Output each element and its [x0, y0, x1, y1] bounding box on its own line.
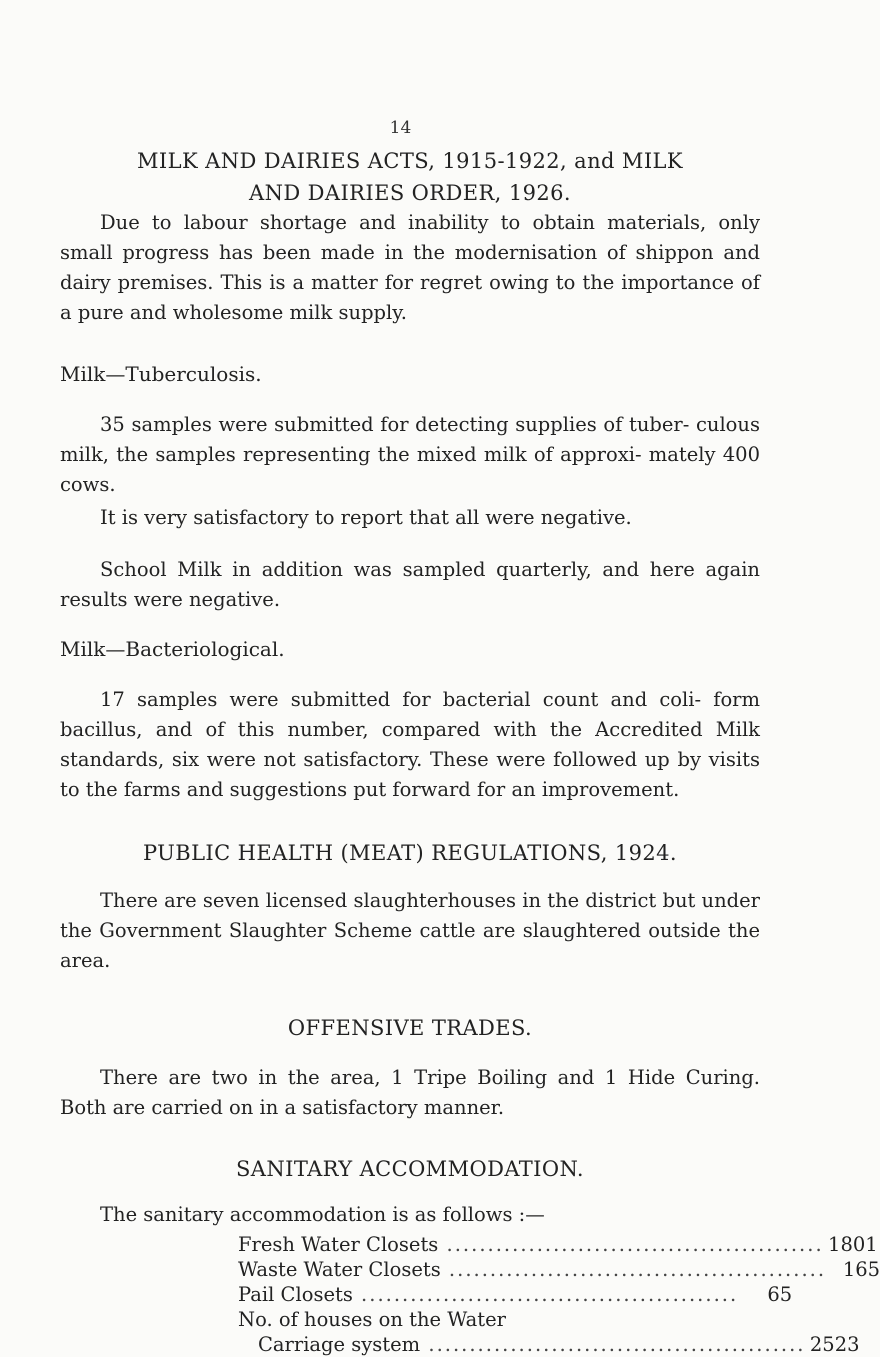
tuberculosis-paragraph-1: 35 samples were submitted for detecting supplies of tuber- culous milk, the samples representing the mixed milk of approxi- mately 400 cows.: [60, 413, 760, 496]
stat-value: 1801: [828, 1233, 878, 1256]
offensive-trades-paragraph: There are two in the area, 1 Tripe Boiling and 1 Hide Curing. Both are carried on in a satisfactory manner.: [60, 1066, 760, 1119]
meat-regulations-paragraph: There are seven licensed slaughterhouses in the district but under the Government Slaughter Scheme cattle are slaughtered outside the area.: [60, 889, 760, 972]
milk-dairies-heading-line1: MILK AND DAIRIES ACTS, 1915-1922, and MILK: [137, 149, 683, 173]
stat-row: [238, 1232, 878, 1257]
stat-label: Fresh Water Closets: [238, 1233, 439, 1256]
sanitary-accommodation-heading: SANITARY ACCOMMODATION.: [236, 1157, 584, 1181]
tuberculosis-paragraph-2: It is very satisfactory to report that all were negative.: [100, 506, 632, 529]
sanitary-intro: The sanitary accommodation is as follows :—: [100, 1203, 545, 1226]
stat-value: 65: [767, 1283, 793, 1306]
stat-row: [238, 1307, 588, 1332]
leader-dots: ..............................................: [438, 1233, 824, 1256]
leader-dots: ..............................................: [352, 1283, 739, 1306]
milk-dairies-heading: [60, 145, 760, 209]
milk-dairies-heading-line2: AND DAIRIES ORDER, 1926.: [249, 181, 571, 205]
stat-row: [238, 1257, 880, 1282]
leader-dots: ..............................................: [440, 1258, 827, 1281]
leader-dots: ..............................................: [420, 1333, 806, 1356]
tuberculosis-subheading: Milk—Tuberculosis.: [60, 362, 262, 386]
stat-label: No. of houses on the Water: [238, 1308, 506, 1331]
stat-label: Waste Water Closets: [238, 1258, 441, 1281]
milk-dairies-paragraph: Due to labour shortage and inability to obtain materials, only small progress has been made in the modernisation of shippon and dairy premises. This is a matter for regret owing to the importance of a pure and wholesome milk supply.: [60, 211, 760, 324]
stat-label: Pail Closets: [238, 1283, 353, 1306]
stat-row: [238, 1282, 793, 1307]
meat-regulations-heading: PUBLIC HEALTH (MEAT) REGULATIONS, 1924.: [142, 841, 677, 865]
tuberculosis-paragraph-3: School Milk in addition was sampled quarterly, and here again results were negative.: [60, 558, 760, 611]
bacteriological-paragraph: 17 samples were submitted for bacterial count and coli- form bacillus, and of this number, compared with the Accredited Milk standards, six were not satisfactory. These were followed up by visits to the farms and suggestions put forward for an improvement.: [60, 688, 760, 801]
offensive-trades-heading: OFFENSIVE TRADES.: [287, 1016, 533, 1040]
sanitary-stats-list: [238, 1232, 880, 1357]
bacteriological-subheading: Milk—Bacteriological.: [60, 637, 285, 661]
stat-value: 2523: [809, 1333, 860, 1356]
stat-value: 165: [842, 1258, 880, 1281]
stat-label-continued: Carriage system: [258, 1333, 421, 1356]
page-number: 14: [389, 118, 412, 138]
stat-row: [238, 1332, 860, 1357]
